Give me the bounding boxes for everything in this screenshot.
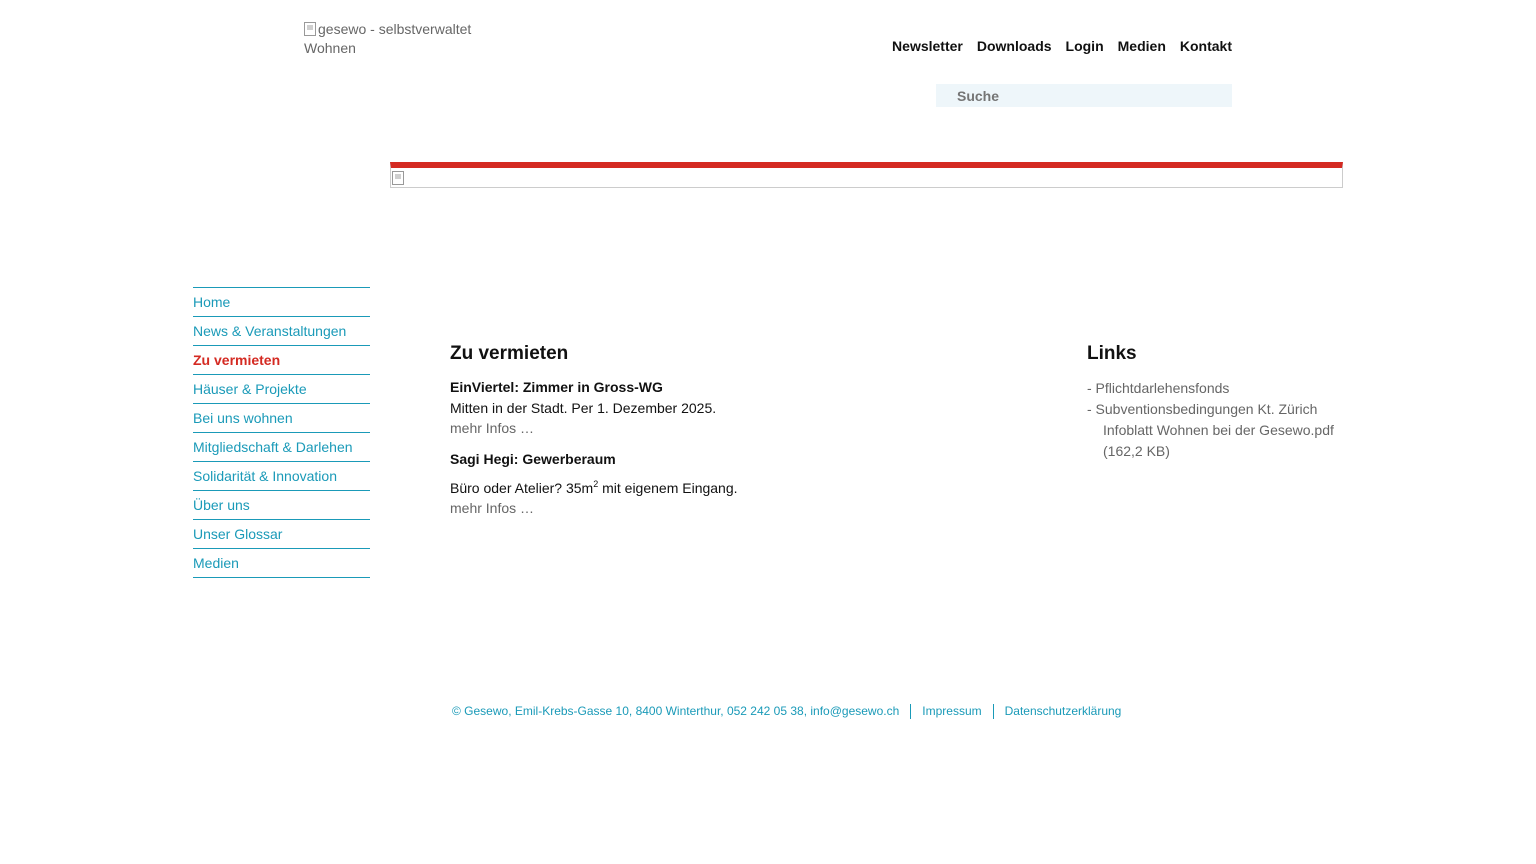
listing-title: Sagi Hegi: Gewerberaum [450,451,616,467]
sidebar-item-ueber-uns[interactable]: Über uns [193,491,370,520]
broken-image-icon [304,22,316,36]
listing-item [450,450,1010,519]
top-nav-downloads[interactable]: Downloads [976,38,1052,54]
top-nav-medien[interactable]: Medien [1117,38,1166,54]
sidebar-navigation [193,287,370,578]
search-input[interactable] [936,84,1232,107]
top-navigation [892,37,1232,55]
footer-impressum-link[interactable]: Impressum [922,704,982,718]
sidebar-item-glossar[interactable]: Unser Glossar [193,520,370,549]
sidebar-item-news[interactable]: News & Veranstaltungen [193,317,370,346]
sidebar-item-haeuser-projekte[interactable]: Häuser & Projekte [193,375,370,404]
top-nav-newsletter[interactable]: Newsletter [892,38,963,54]
sidebar-item-medien[interactable]: Medien [193,549,370,578]
broken-image-icon [392,171,404,185]
top-nav-kontakt[interactable]: Kontakt [1179,38,1232,54]
footer-divider [993,704,994,719]
listing-title: EinViertel: Zimmer in Gross-WG [450,379,663,395]
footer-address[interactable]: © Gesewo, Emil-Krebs-Gasse 10, 8400 Winterthur, 052 242 05 38, info@gesewo.ch [452,704,900,718]
listing-item [450,378,1010,439]
header-banner [390,162,1343,188]
main-content [450,343,1010,519]
listing-description: Büro oder Atelier? $35m^2$ mit eigenem Eingang. [450,479,738,496]
links-sidebar [1087,343,1337,462]
footer-datenschutz-link[interactable]: Datenschutzerklärung [1004,704,1122,718]
link-pflichtdarlehensfonds[interactable]: - Pflichtdarlehensfonds [1087,380,1230,396]
sidebar-item-mitgliedschaft[interactable]: Mitgliedschaft & Darlehen [193,433,370,462]
sidebar-item-solidaritaet[interactable]: Solidarität & Innovation [193,462,370,491]
link-subventionsbedingungen[interactable]: - Subventionsbedingungen Kt. Zürich [1087,401,1318,417]
more-info-link[interactable]: mehr Infos … [450,420,535,436]
site-logo[interactable] [304,20,504,58]
link-infoblatt-pdf[interactable]: Infoblatt Wohnen bei der Gesewo.pdf (162,2 KB) [1103,422,1334,459]
page-footer [452,703,1121,719]
sidebar-item-zu-vermieten[interactable]: Zu vermieten [193,346,370,375]
links-heading: Links [1087,343,1137,364]
top-nav-login[interactable]: Login [1065,38,1104,54]
listing-description: Mitten in der Stadt. Per 1. Dezember 2025. [450,400,717,416]
logo-alt-text: gesewo - selbstverwaltet Wohnen [304,21,472,56]
more-info-link[interactable]: mehr Infos … [450,500,535,516]
sidebar-item-bei-uns-wohnen[interactable]: Bei uns wohnen [193,404,370,433]
footer-divider [910,704,911,719]
sidebar-item-home[interactable]: Home [193,288,370,317]
page-title: Zu vermieten [450,343,569,364]
